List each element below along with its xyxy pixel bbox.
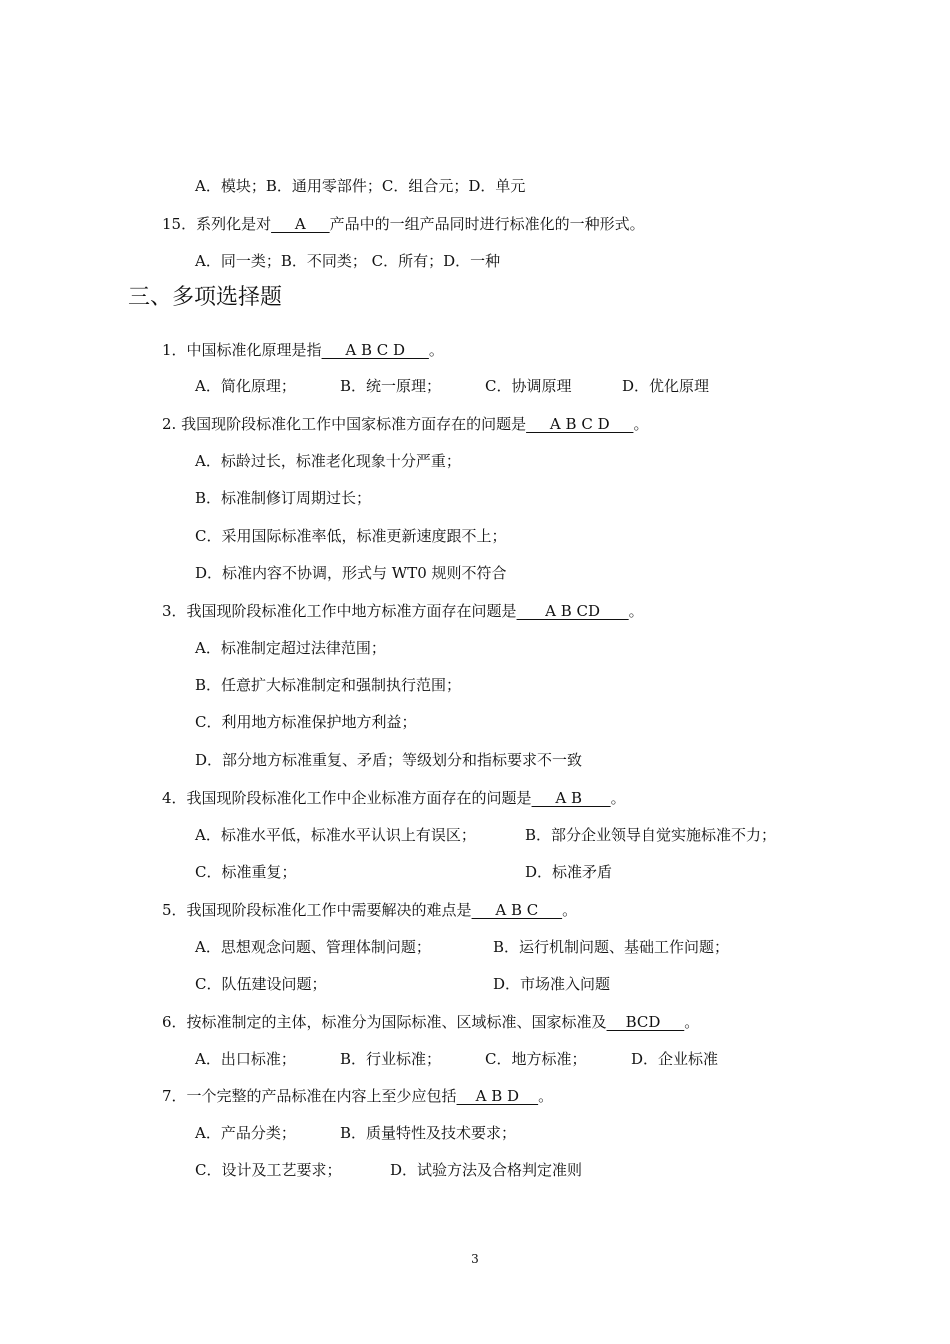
question-7-suffix: 。 [538,1087,554,1105]
option: D．标准内容不协调，形式与 WT0 规则不符合 [195,564,507,582]
option: B．任意扩大标准制定和强制执行范围； [195,676,462,694]
question-4-options-row-2 [195,862,805,882]
question-7-options-row-1 [195,1123,695,1143]
question-6-prefix: 6．按标准制定的主体，标准分为国际标准、区域标准、国家标准及 [162,1013,607,1031]
question-1-options [195,376,755,396]
question-3-prefix: 3．我国现阶段标准化工作中地方标准方面存在问题是 [162,602,517,620]
option: B．部分企业领导自觉实施标准不力； [525,826,777,844]
question-7 [162,1086,553,1106]
option: C．标准重复； [195,863,297,881]
question-15 [162,214,645,234]
question-6-options [195,1049,755,1069]
option: D．部分地方标准重复、矛盾；等级划分和指标要求不一致 [195,751,583,769]
option: A．简化原理； [195,377,296,395]
question-6-suffix: 。 [684,1013,700,1031]
section-title: 三、多项选择题 [128,285,283,310]
option: B．行业标准； [340,1050,442,1068]
question-2 [162,414,648,434]
question-4-suffix: 。 [610,789,626,807]
option: D．试验方法及合格判定准则 [390,1161,583,1179]
option: D．市场准入问题 [493,975,611,993]
option: B．标准制修订周期过长； [195,489,372,507]
option: C．设计及工艺要求； [195,1161,342,1179]
option: A．标准制定超过法律范围； [195,639,386,657]
question-5-suffix: 。 [562,901,578,919]
question-3-answer: A B CD [516,602,629,620]
option: B．质量特性及技术要求； [340,1124,517,1142]
option: C．协调原理 [485,377,572,395]
question-2-prefix: 2. 我国现阶段标准化工作中国家标准方面存在的问题是 [162,415,527,433]
option: C．采用国际标准率低，标准更新速度跟不上； [195,527,507,545]
option: B．统一原理； [340,377,442,395]
page-number: 3 [471,1252,479,1266]
option: C．利用地方标准保护地方利益； [195,713,417,731]
question-7-options-row-2 [195,1160,695,1180]
question-4-options-row-1 [195,825,805,845]
option: A．出口标准； [195,1050,296,1068]
option: C．地方标准； [485,1050,587,1068]
question-5-options-row-2 [195,974,775,994]
question-4-answer: A B [531,789,611,807]
option: A．产品分类； [195,1124,296,1142]
option: A．思想观念问题、管理体制问题； [195,938,431,956]
option: C．队伍建设问题； [195,975,327,993]
option: B．运行机制问题、基础工作问题； [493,938,730,956]
question-15-suffix: 产品中的一组产品同时进行标准化的一种形式。 [329,215,645,233]
question-15-answer: A [271,215,330,233]
question-2-answer: A B C D [526,415,634,433]
question-7-prefix: 7．一个完整的产品标准在内容上至少应包括 [162,1087,457,1105]
question-5-options-row-1 [195,937,775,957]
option: A．标龄过长，标准老化现象十分严重； [195,452,461,470]
question-1-prefix: 1．中国标准化原理是指 [162,341,322,359]
option: D．标准矛盾 [525,863,613,881]
question-5 [162,900,577,920]
option: A．标准水平低，标准水平认识上有误区； [195,826,476,844]
option: D．企业标准 [631,1050,719,1068]
question-7-answer: A B D [456,1087,539,1105]
question-1 [162,340,444,360]
question-4 [162,788,626,808]
question-6-answer: BCD [606,1013,685,1031]
question-15-prefix: 15．系列化是对 [162,215,272,233]
question-1-suffix: 。 [428,341,444,359]
option: D．优化原理 [622,377,710,395]
question-3 [162,601,644,621]
question-2-suffix: 。 [633,415,649,433]
question-15-options: A．同一类；B．不同类； C．所有；D．一种 [195,252,501,270]
question-5-answer: A B C [471,901,563,919]
question-1-answer: A B C D [321,341,429,359]
question-4-prefix: 4．我国现阶段标准化工作中企业标准方面存在的问题是 [162,789,532,807]
question-3-suffix: 。 [628,602,644,620]
q14-options: A．模块；B．通用零部件；C．组合元；D．单元 [195,177,526,195]
question-5-prefix: 5．我国现阶段标准化工作中需要解决的难点是 [162,901,472,919]
question-6 [162,1012,699,1032]
